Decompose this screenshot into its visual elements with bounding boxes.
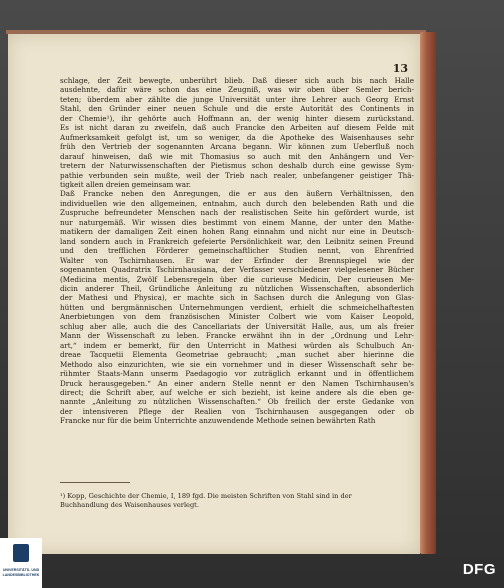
body-text	[60, 76, 414, 426]
text-line: darauf hinweisen, daß wie mit Thomasius so auch mit den Anhängern und Ver-	[60, 151, 414, 161]
text-line: der Chemie¹), ihr gehörte auch Hoffmann an, der wenig hinter diesem zurückstand.	[60, 113, 414, 123]
library-logo	[0, 538, 42, 588]
text-line: direct; die Schrift aber, auf welche er sich bezieht, ist keine andere als die eben ge-	[60, 387, 414, 397]
text-line: Zuspruche befreundeter Menschen nach der realistischen Seite hin gefördert wurde, ist	[60, 208, 414, 218]
text-line: teten; überdem aber zählte die junge Universität unter ihre Lehrer auch Georg Ernst	[60, 94, 414, 104]
text-line: der Mathesi und Physica), er machte sich in Sachsen durch die Anlegung von Glas-	[60, 293, 414, 303]
text-line: Francke nur für die beim Unterrichte anzuwendende Methode seinen bewährten Rath	[60, 416, 376, 426]
text-line: dicin anderer Theil, Gründliche Anleitung zu nützlichen Wissenschaften, absonderlich	[60, 283, 414, 293]
text-line: Walter von Tschirnhausen. Er war der Erfinder der Brennspiegel wie der	[60, 255, 414, 265]
footnote-rule	[60, 482, 130, 483]
text-line: tigkeit allen dreien gemeinsam war.	[60, 179, 191, 189]
text-line: matikern der damaligen Zeit einen hohen Rang einnahm und nicht nur eine in Deutsch-	[60, 227, 414, 237]
text-line: ausdehnte, dafür wäre schon das eine Zeugniß, was wir oben über Semler berich-	[60, 85, 414, 95]
book-page	[8, 34, 420, 554]
text-line: land sondern auch in Frankreich gefeierte Persönlichkeit war, den Leibnitz seinen Freund	[60, 236, 414, 246]
text-line: (Medicina mentis, Zwölf Lebensregeln über die curieuse Medicin, Der curieusen Me-	[60, 274, 414, 284]
text-line: nur naturgemäß. Wir wissen dies bestimmt von einem Manne, der unter den Mathe-	[60, 217, 414, 227]
dfg-logo: DFG	[462, 561, 496, 578]
text-line: schlage, der Zeit bewegte, unberührt blieb. Daß dieser sich auch bis nach Halle	[60, 76, 414, 85]
library-seal-icon	[13, 544, 29, 562]
text-line: Mann der Wissenschaft zu leben. Francke erwähnt ihn in der „Ordnung und Lehr-	[60, 331, 414, 341]
text-line: Stahl, den Gründer einer neuen Schule und die erste Autorität des Continents in	[60, 104, 414, 114]
text-line: pathie verbunden sein mußte, weil der Trieb nach realer, unbefangener geistiger Thä-	[60, 170, 414, 180]
footnote-line: ¹) Kopp, Geschichte der Chemie, I, 189 fgd. Die meisten Schriften von Stahl sind in der	[60, 492, 352, 500]
library-logo-line2: LANDESBIBLIOTHEK	[2, 573, 40, 577]
text-line: Aufmerksamkeit gefolgt ist, um so weniger, da die Apotheke des Waisenhauses sehr	[60, 132, 414, 142]
text-line: der intensiveren Pflege der Realien von Tschirnhausen ausgegangen oder ob	[60, 406, 414, 416]
text-line: individuellen wie den allgemeinen, entnahm, auch durch den belebenden Rath und die	[60, 198, 414, 208]
library-logo-line1: UNIVERSITÄTS- UND	[2, 568, 40, 572]
text-line: sogenannten Quadratrix Tschirnhausiana, der Verfasser verschiedener vielgelesener Bücher	[60, 265, 414, 275]
text-line: nannte „Anleitung zu nützlichen Wissenschaften.“ Ob freilich der erste Gedanke von	[60, 397, 414, 407]
text-line: rühmter Staats-Mann unserm Paedagogio vor zuträglich erkannt und in öffentlichem	[60, 369, 414, 379]
page-number: 13	[392, 62, 408, 75]
text-line: art,“ indem er bemerkt, für den Unterricht in Mathesi würden als Schulbuch An-	[60, 340, 414, 350]
text-line: hütten und bergmännischen Unternehmungen verdient, erhielt die schmeichelhaftesten	[60, 302, 414, 312]
footnote	[60, 492, 414, 510]
text-line: Es ist nicht daran zu zweifeln, daß auch Francke den Arbeiten auf diesem Felde mit	[60, 123, 414, 133]
text-line: schlug aber alle, auch die des Cancellariats der Universität Halle, aus, um als freier	[60, 321, 414, 331]
book-fore-edge	[420, 32, 436, 554]
text-line: Methodo also einzurichten, wie sie ein vornehmer und in dieser Wissenschaft sehr be-	[60, 359, 414, 369]
text-line: Druck herausgegeben.“ An einer andern Stelle nennt er den Namen Tschirnhausen's	[60, 378, 414, 388]
text-line: tretern der Naturwissenschaften der Pietismus schon deshalb durch eine gewisse Sym-	[60, 161, 414, 171]
text-line: und den trefflichen Förderer gemeinschaftlicher Studien nennt, von Ehrenfried	[60, 246, 414, 256]
text-line: dreae Tacquetii Elementa Geometriae gebraucht; „man suchet aber hierinne die	[60, 350, 414, 360]
footnote-line: Buchhandlung des Waisenhauses verlegt.	[60, 501, 199, 509]
text-line: Anerbietungen von dem französischen Minister Colbert wie vom Kaiser Leopold,	[60, 312, 414, 322]
text-line: früh den Vertrieb der sogenannten Arcana begann. Wir können zum Ueberfluß noch	[60, 142, 414, 152]
text-line: Daß Francke neben den Anregungen, die er aus den äußern Verhältnissen, den	[60, 189, 414, 199]
